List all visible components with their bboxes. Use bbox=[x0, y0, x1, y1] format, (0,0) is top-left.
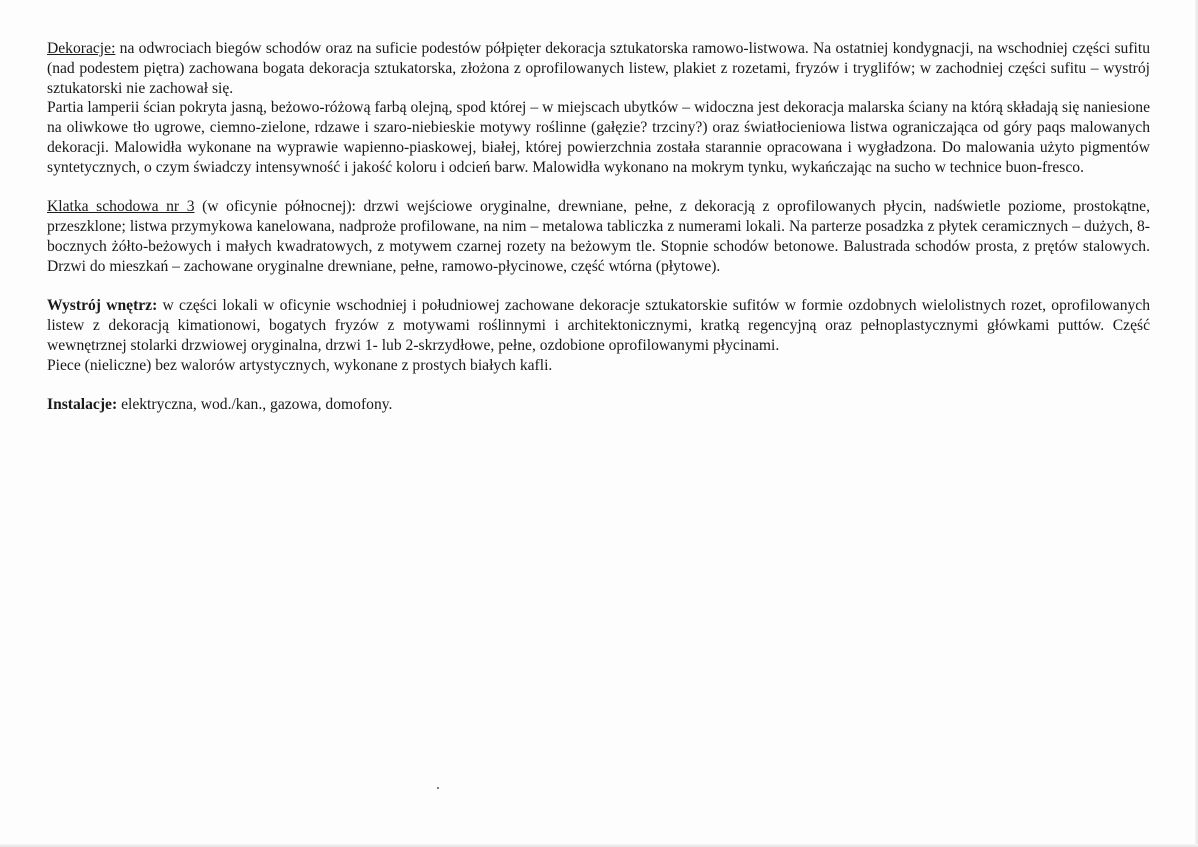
wystroj-text-1: w części lokali w oficynie wschodniej i południowej zachowane dekoracje sztukatorskie sufitów w formie ozdobnych wielolistnych rozet, oprofilowanych listew z dekoracją kimationowi, bogatych fryzów z motywami roślinnymi i architektonicznymi, kratką regencyjną oraz pełnoplastycznymi główkami puttów. Część wewnętrznej stolarki drzwiowej oryginalna, drzwi 1- lub 2-skrzydłowe, pełne, ozdobione oprofilowanymi płycinami. bbox=[47, 297, 1151, 354]
dekoracje-heading: Dekoracje: bbox=[47, 40, 116, 57]
scan-speck bbox=[437, 787, 439, 789]
klatka-text: (w oficynie północnej): drzwi wejściowe oryginalne, drewniane, pełne, z dekoracją z oprofilowanych płycin, nadświetle poziome, prostokątne, przeszklone; listwa przymykowa kanelowana, nadproże profilowane, na nim – metalowa tabliczka z numerami lokali. Na parterze posadzka z płytek ceramicznych – dużych, 8-bocznych żółto-beżowych i małych kwadratowych, z motywem czarnej rozety na beżowym tle. Stopnie schodów betonowe. Balustrada schodów prosta, z prętów stalowych. Drzwi do mieszkań – zachowane oryginalne drewniane, pełne, ramowo-płycinowe, część wtórna (płytowe). bbox=[47, 198, 1150, 275]
klatka-paragraph bbox=[47, 197, 1150, 276]
dekoracje-paragraph-2: Partia lamperii ścian pokryta jasną, beżowo-różową farbą olejną, spod której – w miejscach ubytków – widoczna jest dekoracja malarska ściany na którą składają się naniesione na oliwkowe tło ugrowe, ciemno-zielone, rdzawe i szaro-niebieskie motywy roślinne (gałęzie? trzciny?) oraz światłocieniowa listwa ograniczająca od góry paqs malowanych dekoracji. Malowidła wykonane na wyprawie wapienno-piaskowej, białej, której powierzchnia została starannie opracowana i wygładzona. Do malowania użyto pigmentów syntetycznych, o czym świadczy intensywność i jakość koloru i odcień barw. Malowidła wykonano na mokrym tynku, wykańczając na sucho w technice buon-fresco. bbox=[47, 99, 1150, 176]
section-klatka-schodowa bbox=[47, 197, 1150, 276]
section-dekoracje bbox=[47, 39, 1150, 178]
klatka-heading: Klatka schodowa nr 3 bbox=[47, 198, 195, 216]
instalacje-heading: Instalacje: bbox=[47, 396, 118, 414]
dekoracje-text-1: na odwrociach biegów schodów oraz na suficie podestów półpięter dekoracja sztukatorska ramowo-listwowa. Na ostatniej kondygnacji, na wschodniej części sufitu (nad podestem piętra) zachowana bogata dekoracja sztukatorska, złożona z oprofilowanych listew, plakiet z rozetami, fryzów i tryglifów; w zachodniej części sufitu – wystrój sztukatorski nie zachował się. bbox=[47, 40, 1150, 97]
wystroj-heading: Wystrój wnętrz: bbox=[47, 297, 158, 315]
section-instalacje bbox=[47, 395, 1150, 415]
document-body bbox=[47, 39, 1150, 435]
wystroj-paragraph-1 bbox=[47, 296, 1150, 355]
instalacje-text: elektryczna, wod./kan., gazowa, domofony. bbox=[117, 396, 393, 414]
dekoracje-paragraph-1 bbox=[47, 39, 1150, 98]
instalacje-paragraph bbox=[47, 395, 1150, 415]
wystroj-paragraph-2: Piece (nieliczne) bez walorów artystycznych, wykonane z prostych białych kafli. bbox=[47, 356, 553, 374]
section-wystroj-wnetrz bbox=[47, 296, 1150, 375]
